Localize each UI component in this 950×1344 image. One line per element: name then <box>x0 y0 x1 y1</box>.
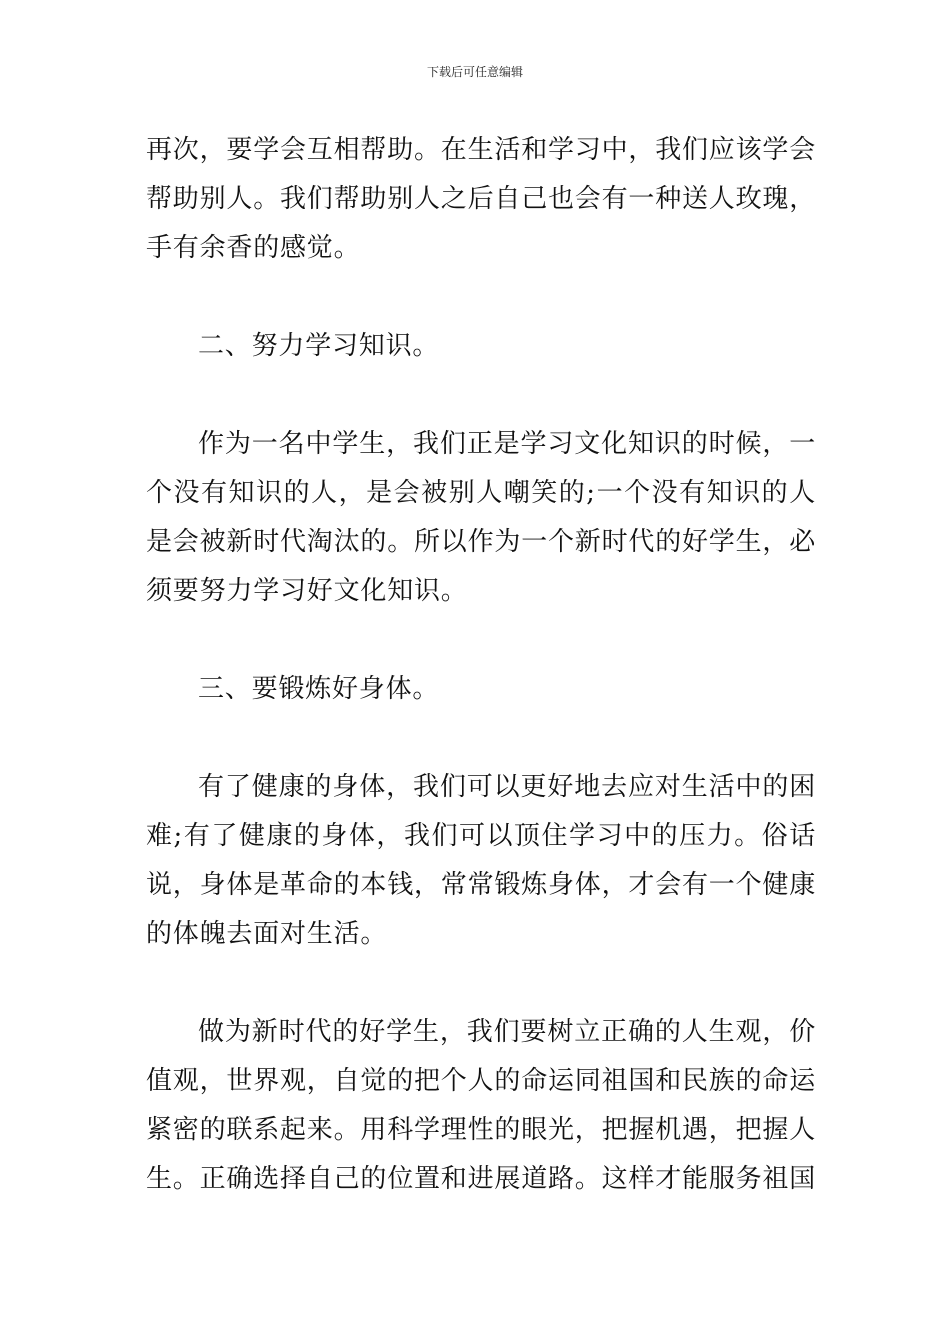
document-body <box>146 126 816 1204</box>
paragraph-good-student: 做为新时代的好学生，我们要树立正确的人生观，价值观，世界观，自觉的把个人的命运同祖国和民族的命运紧密的联系起来。用科学理性的眼光，把握机遇，把握人生。正确选择自己的位置和进展道路。这样才能服务祖国 <box>146 1017 817 1194</box>
paragraph-exercise: 有了健康的身体，我们可以更好地去应对生活中的困难;有了健康的身体，我们可以顶住学习中的压力。俗话说，身体是革命的本钱，常常锻炼身体，才会有一个健康的体魄去面对生活。 <box>146 772 817 949</box>
paragraph-study: 作为一名中学生，我们正是学习文化知识的时候，一个没有知识的人，是会被别人嘲笑的;一个没有知识的人是会被新时代淘汰的。所以作为一个新时代的好学生，必须要努力学习好文化知识。 <box>146 429 817 606</box>
paragraph-mutual-help: 再次，要学会互相帮助。在生活和学习中，我们应该学会帮助别人。我们帮助别人之后自己也会有一种送人玫瑰，手有余香的感觉。 <box>146 135 817 263</box>
section-heading-exercise: 三、要锻炼好身体。 <box>198 674 440 704</box>
section-heading-study: 二、努力学习知识。 <box>198 331 440 361</box>
page-header: 下载后可任意编辑 <box>426 65 523 79</box>
